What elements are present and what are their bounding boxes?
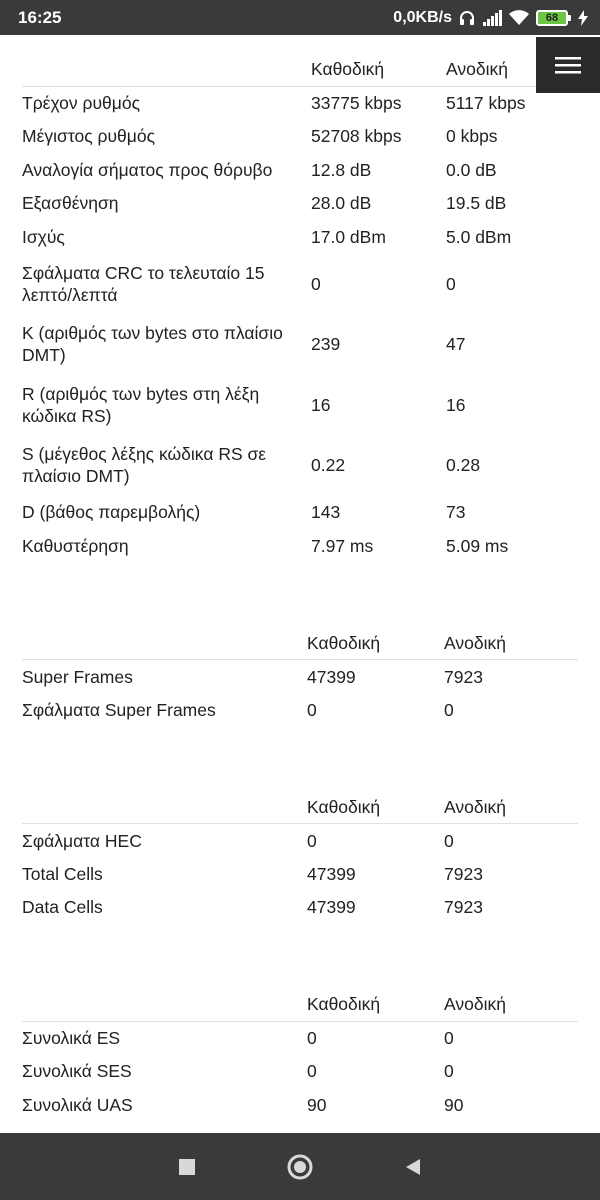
row-downstream: 16 xyxy=(311,394,331,415)
row-upstream: 0.0 dB xyxy=(446,159,497,180)
line-stats-table xyxy=(22,53,578,563)
table-row xyxy=(22,1055,578,1089)
home-button[interactable] xyxy=(280,1147,320,1187)
row-label: Total Cells xyxy=(22,863,103,884)
row-upstream: 5.0 dBm xyxy=(446,226,512,247)
table-row xyxy=(22,1088,578,1122)
row-downstream: 17.0 dBm xyxy=(311,226,386,247)
row-label: Τρέχον ρυθμός xyxy=(22,93,141,113)
row-upstream: 73 xyxy=(446,502,466,523)
row-label: Καθυστέρηση xyxy=(22,535,129,556)
table-row xyxy=(22,220,578,254)
row-upstream: 7923 xyxy=(444,666,483,687)
row-downstream: 28.0 dB xyxy=(311,193,372,214)
header-downstream: Καθοδική xyxy=(307,988,444,1021)
row-label: Συνολικά UAS xyxy=(22,1094,133,1115)
header-empty xyxy=(22,53,311,86)
row-upstream: 5.09 ms xyxy=(446,535,509,556)
row-label: Ισχύς xyxy=(22,226,65,247)
battery-level: 68 xyxy=(545,11,559,24)
row-upstream: 5117 kbps xyxy=(446,93,526,113)
table-row xyxy=(22,375,578,436)
row-downstream: 90 xyxy=(307,1094,327,1115)
table-row xyxy=(22,120,578,154)
triangle-back-icon xyxy=(403,1157,423,1177)
header-upstream: Ανοδική xyxy=(446,53,578,86)
network-speed: 0,0KB/s xyxy=(393,8,452,26)
row-downstream: 0.22 xyxy=(311,455,346,476)
row-upstream: 0 xyxy=(444,1028,454,1048)
row-upstream: 0 xyxy=(444,830,454,851)
table-row xyxy=(22,496,578,530)
table-header-row xyxy=(22,988,578,1021)
row-label: Super Frames xyxy=(22,666,133,687)
row-label: Εξασθένηση xyxy=(22,193,119,214)
row-downstream: 143 xyxy=(311,502,341,523)
row-downstream: 0 xyxy=(307,699,317,720)
superframes-table xyxy=(22,627,578,727)
table-row xyxy=(22,153,578,187)
back-button[interactable] xyxy=(393,1147,433,1187)
row-downstream: 12.8 dB xyxy=(311,159,372,180)
row-upstream: 19.5 dB xyxy=(446,193,507,214)
table-row xyxy=(22,86,578,120)
table-row xyxy=(22,187,578,221)
header-upstream: Ανοδική xyxy=(444,627,578,660)
row-downstream: 0 xyxy=(307,1028,317,1048)
table-row xyxy=(22,529,578,563)
row-upstream: 90 xyxy=(444,1094,464,1115)
battery-icon xyxy=(536,10,568,26)
row-upstream: 47 xyxy=(446,334,466,355)
status-time: 16:25 xyxy=(18,7,62,27)
header-upstream: Ανοδική xyxy=(444,988,578,1021)
row-downstream: 47399 xyxy=(307,897,356,918)
table-header-row xyxy=(22,627,578,660)
circle-icon xyxy=(286,1153,314,1181)
signal-icon xyxy=(482,10,502,26)
headphones-icon xyxy=(458,9,476,27)
row-downstream: 0 xyxy=(307,830,317,851)
navigation-bar xyxy=(0,1133,600,1200)
menu-button[interactable] xyxy=(536,37,600,93)
row-label: K (αριθμός των bytes στο πλαίσιο DMT) xyxy=(22,323,283,366)
row-label: Σφάλματα CRC το τελευταίο 15 λεπτό/λεπτά xyxy=(22,262,265,305)
row-upstream: 7923 xyxy=(444,863,483,884)
table-row xyxy=(22,660,578,694)
header-downstream: Καθοδική xyxy=(307,791,444,824)
atm-cells-table xyxy=(22,791,578,925)
hamburger-icon xyxy=(555,56,581,74)
row-upstream: 0 kbps xyxy=(446,126,498,147)
row-downstream: 239 xyxy=(311,334,341,355)
row-label: S (μέγεθος λέξης κώδικα RS σε πλαίσιο DMT) xyxy=(22,444,267,487)
status-indicators xyxy=(393,9,588,27)
content xyxy=(22,35,578,1122)
header-upstream: Ανοδική xyxy=(444,791,578,824)
wifi-icon xyxy=(508,10,530,26)
row-downstream: 7.97 ms xyxy=(311,535,374,556)
row-upstream: 0 xyxy=(446,273,456,294)
table-header-row xyxy=(22,791,578,824)
table-header-row xyxy=(22,53,578,86)
header-empty xyxy=(22,627,307,660)
table-row xyxy=(22,824,578,858)
row-upstream: 7923 xyxy=(444,897,483,918)
row-label: Data Cells xyxy=(22,897,103,918)
table-row xyxy=(22,254,578,315)
recents-button[interactable] xyxy=(167,1147,207,1187)
row-downstream: 33775 kbps xyxy=(311,93,402,113)
table-row xyxy=(22,693,578,727)
row-label: Αναλογία σήματος προς θόρυβο xyxy=(22,159,273,180)
table-row xyxy=(22,314,578,375)
row-label: Συνολικά ES xyxy=(22,1028,121,1048)
status-bar xyxy=(0,0,600,35)
row-upstream: 0 xyxy=(444,1061,454,1082)
table-row xyxy=(22,435,578,496)
row-label: Σφάλματα Super Frames xyxy=(22,699,216,720)
table-row xyxy=(22,891,578,925)
row-label: R (αριθμός των bytes στη λέξη κώδικα RS) xyxy=(22,383,260,426)
table-row xyxy=(22,1021,578,1055)
row-upstream: 0.28 xyxy=(446,455,481,476)
row-downstream: 47399 xyxy=(307,863,356,884)
square-icon xyxy=(178,1158,196,1176)
row-downstream: 52708 kbps xyxy=(311,126,402,147)
row-label: Σφάλματα HEC xyxy=(22,830,142,851)
error-seconds-table xyxy=(22,988,578,1122)
header-empty xyxy=(22,791,307,824)
header-downstream: Καθοδική xyxy=(311,53,446,86)
row-downstream: 0 xyxy=(307,1061,317,1082)
row-label: Μέγιστος ρυθμός xyxy=(22,126,156,147)
charging-icon xyxy=(578,10,588,26)
table-row xyxy=(22,857,578,891)
row-label: D (βάθος παρεμβολής) xyxy=(22,502,201,523)
row-downstream: 0 xyxy=(311,273,321,294)
header-downstream: Καθοδική xyxy=(307,627,444,660)
header-empty xyxy=(22,988,307,1021)
row-upstream: 0 xyxy=(444,699,454,720)
row-label: Συνολικά SES xyxy=(22,1061,132,1082)
row-downstream: 47399 xyxy=(307,666,356,687)
row-upstream: 16 xyxy=(446,394,466,415)
